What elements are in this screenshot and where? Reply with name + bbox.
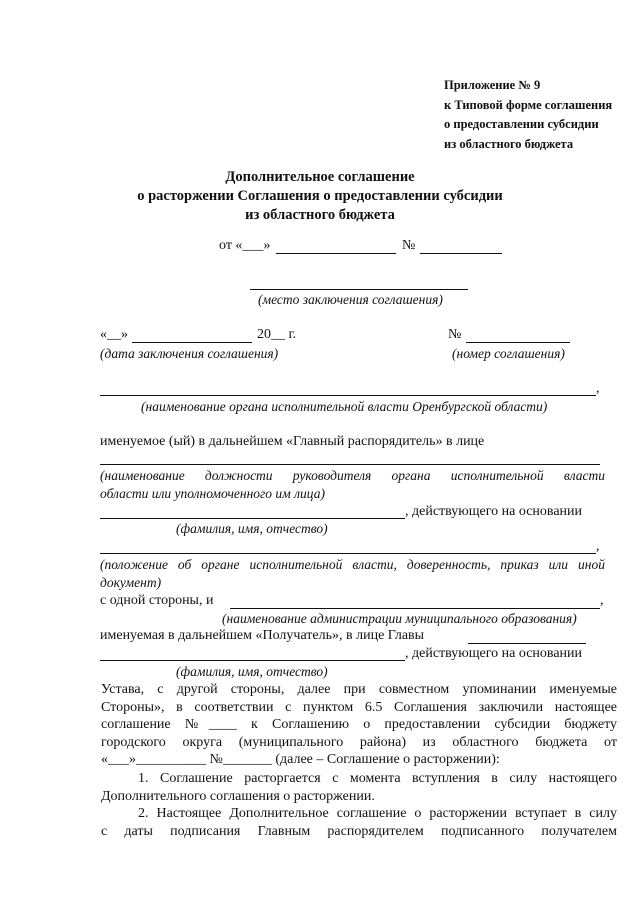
year-field: 20__ г.	[257, 327, 297, 342]
one-side-label: с одной стороны, и	[100, 593, 214, 608]
date-blank	[276, 253, 396, 254]
fio-blank	[100, 518, 405, 519]
date-caption: (дата заключения соглашения)	[100, 346, 279, 361]
comma: ,	[596, 381, 600, 396]
preamble-line: Стороны», в соответствии с пунктом 6.5 Соглашения заключили настоящее	[101, 699, 617, 715]
head-name-blank	[468, 643, 586, 644]
title-line: из областного бюджета	[245, 207, 395, 223]
number-sign: №	[402, 238, 416, 253]
organ-caption: (наименование органа исполнительной власти Оренбургской области)	[141, 399, 548, 414]
clause-line: Дополнительного соглашения о расторжении.	[101, 788, 375, 804]
clause-line: с даты подписания Главным распорядителем подписанного получателем	[101, 823, 617, 839]
annex-line: из областного бюджета	[444, 136, 574, 151]
place-caption: (место заключения соглашения)	[258, 292, 443, 307]
named-line: именуемое (ый) в дальнейшем «Главный распорядитель» в лице	[100, 434, 485, 449]
recipient-line: именуемая в дальнейшем «Получатель», в лице Главы	[100, 628, 425, 643]
agreement-number-blank	[466, 342, 570, 343]
number-caption: (номер соглашения)	[452, 346, 565, 361]
document-title	[0, 168, 640, 225]
preamble-line: «___»__________ №_______ (далее – Соглашение о расторжении):	[101, 752, 500, 767]
preamble-line: Устава, с другой стороны, далее при совместном упоминании именуемые	[101, 682, 617, 697]
clause-line: 2. Настоящее Дополнительное соглашение о расторжении вступает в силу	[138, 806, 617, 821]
basis-caption-2: документ)	[100, 575, 162, 590]
place-blank	[250, 289, 468, 290]
month-blank	[132, 342, 252, 343]
acting-on-basis-2: , действующего на основании	[405, 646, 583, 661]
position-caption-1: (наименование должности руководителя органа исполнительной власти	[100, 468, 605, 483]
annex-header	[444, 76, 612, 154]
preamble-paragraph	[101, 681, 617, 769]
admin-caption: (наименование администрации муниципального образования)	[222, 611, 577, 626]
preamble-line: городского округа (муниципального района) из областного бюджета от	[101, 734, 617, 750]
preamble-line: соглашение №____ к Соглашению о предоставлении субсидии бюджету	[101, 717, 617, 732]
number-blank	[420, 253, 502, 254]
date-from-label: от «___»	[219, 238, 271, 253]
fio-caption: (фамилия, имя, отчество)	[176, 521, 328, 536]
clause-2	[101, 805, 617, 840]
fio-blank-2	[100, 660, 405, 661]
organ-blank	[100, 395, 596, 396]
acting-on-basis: , действующего на основании	[405, 504, 583, 519]
title-line: о расторжении Соглашения о предоставлении субсидии	[137, 188, 503, 204]
position-caption-2: области или уполномоченного им лица)	[100, 486, 325, 501]
clause-1	[101, 770, 617, 805]
basis-blank	[100, 553, 596, 554]
agreement-number-sign: №	[448, 327, 462, 342]
position-blank	[100, 464, 600, 465]
fio-caption-2: (фамилия, имя, отчество)	[176, 664, 328, 679]
admin-blank	[230, 608, 600, 609]
title-line: Дополнительное соглашение	[225, 169, 415, 185]
day-field: «__»	[100, 327, 128, 342]
comma: ,	[600, 593, 604, 608]
comma: ,	[596, 539, 600, 554]
annex-line: к Типовой форме соглашения	[444, 97, 613, 112]
clause-line: 1. Соглашение расторгается с момента вступления в силу настоящего	[138, 771, 617, 786]
annex-line: о предоставлении субсидии	[444, 117, 599, 131]
annex-line: Приложение № 9	[444, 78, 541, 92]
basis-caption-1: (положение об органе исполнительной власти, доверенность, приказ или иной	[100, 557, 605, 572]
